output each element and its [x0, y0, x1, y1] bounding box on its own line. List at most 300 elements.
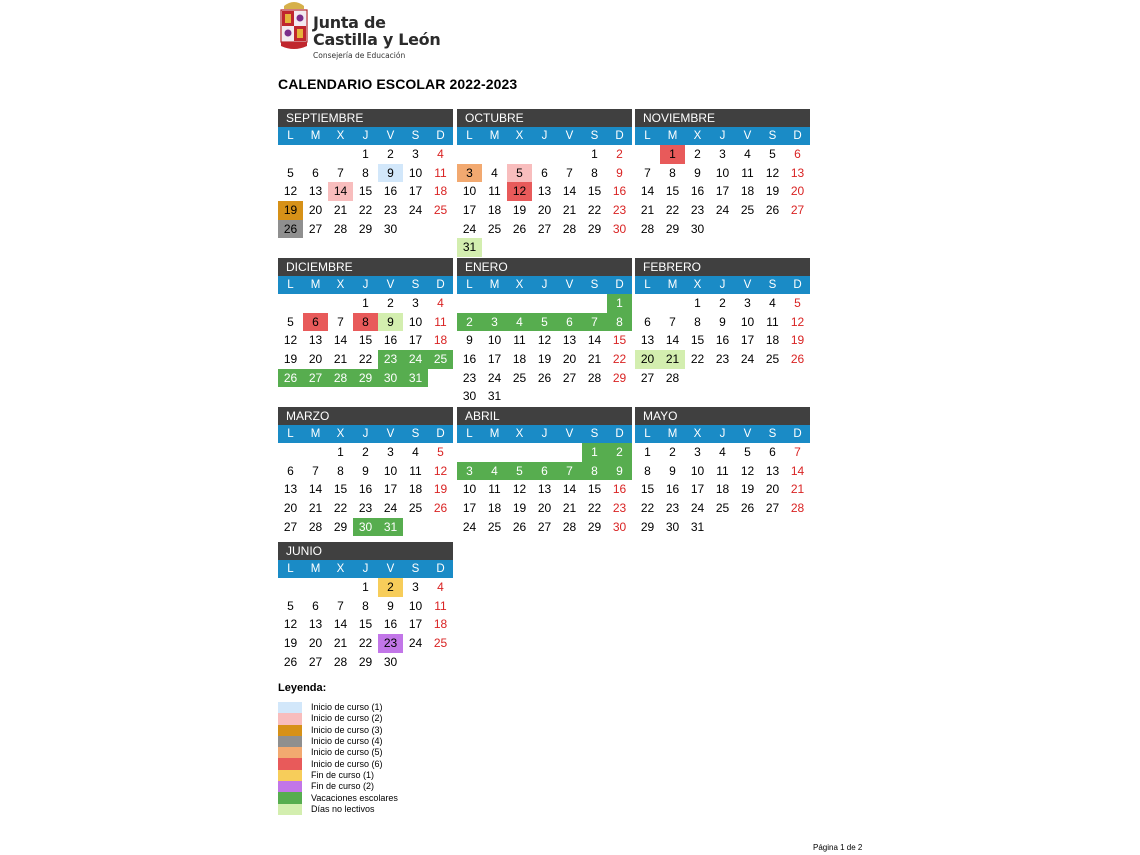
day-cell: 13 [765, 463, 780, 478]
day-cell: 16 [612, 482, 627, 497]
day-cell: 10 [462, 482, 477, 497]
day-cell: 31 [378, 518, 403, 537]
day-cell: 5 [507, 164, 532, 183]
weekday-label: J [362, 130, 369, 142]
month-title: FEBRERO [635, 258, 810, 276]
day-cell: 8 [353, 313, 378, 332]
day-cell: 13 [562, 333, 577, 348]
day-cell: 4 [482, 462, 507, 481]
day-cell: 12 [512, 482, 527, 497]
day-cell: 3 [694, 445, 701, 459]
day-cell: 26 [433, 501, 448, 516]
day-cell: 23 [378, 634, 403, 653]
page-title: CALENDARIO ESCOLAR 2022-2023 [278, 76, 518, 92]
weekday-label: V [386, 279, 395, 291]
day-cell: 13 [537, 482, 552, 497]
day-cell: 3 [482, 313, 507, 332]
day-cell: 19 [765, 184, 780, 199]
weekday-label: S [590, 279, 599, 291]
weekday-label: V [743, 428, 752, 440]
day-cell: 19 [790, 333, 805, 348]
day-cell: 24 [383, 501, 398, 516]
day-cell: 23 [378, 350, 403, 369]
empty-cell [303, 294, 328, 313]
weekday-label: S [590, 428, 599, 440]
day-cell: 27 [640, 370, 655, 385]
day-cell: 20 [635, 350, 660, 369]
weekday-header [457, 127, 632, 145]
day-cell: 2 [719, 296, 726, 310]
day-cell: 16 [358, 482, 373, 497]
day-cell: 18 [740, 184, 755, 199]
day-cell: 31 [457, 238, 482, 257]
weekday-label: V [743, 130, 752, 142]
day-cell: 1 [362, 580, 369, 594]
month-abril [457, 407, 632, 536]
month-title: JUNIO [278, 542, 453, 560]
day-cell: 16 [383, 333, 398, 348]
day-cell: 20 [790, 184, 805, 199]
day-cell: 28 [562, 519, 577, 534]
month-noviembre [635, 109, 810, 238]
day-cell: 19 [512, 501, 527, 516]
day-cell: 9 [669, 463, 676, 478]
empty-cell [278, 294, 303, 313]
day-cell: 5 [794, 296, 801, 310]
day-cell: 11 [513, 333, 526, 348]
day-cell: 17 [408, 617, 423, 632]
day-cell: 24 [403, 350, 428, 369]
weekday-header [635, 276, 810, 294]
day-cell: 23 [462, 370, 477, 385]
day-cell: 1 [337, 445, 344, 459]
day-cell: 9 [607, 462, 632, 481]
day-cell: 31 [403, 369, 428, 388]
page-number: Página 1 de 2 [813, 843, 863, 852]
empty-cell [582, 294, 607, 313]
day-cell: 13 [640, 333, 655, 348]
weekday-label: V [386, 563, 395, 575]
weekday-label: X [693, 428, 702, 440]
day-cell: 29 [612, 370, 627, 385]
legend-swatch [278, 804, 302, 815]
day-cell: 24 [408, 203, 423, 218]
day-cell: 20 [308, 352, 323, 367]
month-title: ABRIL [457, 407, 632, 425]
day-cell: 6 [287, 463, 294, 478]
day-cell: 7 [566, 165, 573, 180]
legend-item [278, 702, 398, 713]
weekday-label: M [489, 428, 500, 440]
day-cell: 7 [337, 314, 344, 329]
day-cell: 12 [790, 314, 805, 329]
day-cell: 15 [358, 333, 373, 348]
empty-cell [507, 145, 532, 164]
weekday-label: S [590, 130, 599, 142]
day-cell: 15 [358, 617, 373, 632]
weekday-label: L [287, 130, 294, 142]
empty-cell [557, 443, 582, 462]
day-cell: 4 [437, 580, 444, 594]
empty-cell [303, 578, 328, 597]
day-cell: 5 [769, 147, 776, 161]
day-cell: 14 [333, 333, 348, 348]
weekday-header [635, 425, 810, 443]
day-cell: 10 [408, 598, 423, 613]
empty-cell [278, 443, 303, 462]
day-cell: 23 [690, 203, 705, 218]
day-cell: 1 [362, 296, 369, 310]
day-cell: 3 [412, 147, 419, 161]
day-cell: 4 [491, 165, 498, 180]
day-cell: 4 [744, 147, 751, 161]
weekday-label: J [719, 428, 726, 440]
day-cell: 6 [541, 165, 548, 180]
day-cell: 20 [562, 352, 577, 367]
legend-item [278, 747, 398, 758]
day-cell: 21 [587, 352, 602, 367]
weekday-label: L [644, 279, 651, 291]
day-cell: 26 [512, 519, 527, 534]
day-cell: 30 [665, 519, 680, 534]
weekday-label: L [287, 428, 294, 440]
day-cell: 20 [308, 636, 323, 651]
legend-item [278, 758, 398, 769]
day-cell: 16 [462, 352, 477, 367]
legend-swatch [278, 781, 302, 792]
day-cell: 6 [557, 313, 582, 332]
org-subtitle: Consejería de Educación [313, 51, 406, 60]
day-cell: 25 [487, 519, 502, 534]
empty-cell [532, 294, 557, 313]
day-cell: 25 [715, 501, 730, 516]
day-cell: 10 [462, 184, 477, 199]
day-grid [457, 294, 632, 406]
weekday-label: L [644, 130, 651, 142]
day-cell: 1 [694, 296, 701, 310]
day-cell: 12 [283, 184, 298, 199]
day-cell: 11 [409, 463, 422, 478]
weekday-label: D [436, 279, 445, 291]
day-cell: 12 [740, 463, 755, 478]
day-cell: 5 [437, 445, 444, 459]
day-cell: 18 [433, 617, 448, 632]
legend-label: Fin de curso (1) [311, 769, 375, 780]
day-cell: 27 [765, 501, 780, 516]
day-cell: 16 [665, 482, 680, 497]
day-cell: 25 [487, 221, 502, 236]
day-cell: 14 [640, 184, 655, 199]
day-cell: 7 [794, 445, 801, 459]
day-cell: 7 [644, 165, 651, 180]
weekday-header [278, 425, 453, 443]
day-cell: 10 [408, 314, 423, 329]
day-cell: 11 [434, 314, 447, 329]
day-cell: 30 [353, 518, 378, 537]
day-cell: 5 [507, 462, 532, 481]
weekday-header [457, 276, 632, 294]
day-cell: 25 [433, 636, 448, 651]
day-cell: 19 [740, 482, 755, 497]
day-cell: 18 [408, 482, 423, 497]
empty-cell [557, 145, 582, 164]
day-cell: 21 [562, 203, 577, 218]
legend-label: Inicio de curso (2) [311, 713, 383, 724]
weekday-label: X [693, 279, 702, 291]
day-cell: 23 [358, 501, 373, 516]
day-cell: 24 [462, 221, 477, 236]
legend-swatch [278, 792, 302, 803]
day-cell: 18 [433, 184, 448, 199]
day-cell: 17 [408, 184, 423, 199]
day-cell: 8 [362, 165, 369, 180]
weekday-label: X [336, 279, 345, 291]
day-cell: 10 [383, 463, 398, 478]
weekday-label: D [436, 130, 445, 142]
empty-cell [532, 443, 557, 462]
weekday-label: L [466, 279, 473, 291]
day-cell: 20 [765, 482, 780, 497]
day-cell: 29 [587, 221, 602, 236]
day-cell: 9 [694, 165, 701, 180]
day-cell: 14 [665, 333, 680, 348]
day-cell: 21 [308, 501, 323, 516]
day-cell: 29 [665, 221, 680, 236]
day-cell: 25 [740, 203, 755, 218]
day-cell: 10 [408, 165, 423, 180]
day-cell: 13 [308, 184, 323, 199]
empty-cell [557, 294, 582, 313]
legend-item [278, 792, 398, 803]
day-cell: 11 [434, 165, 447, 180]
day-grid [278, 145, 453, 238]
day-cell: 8 [582, 462, 607, 481]
day-cell: 17 [715, 184, 730, 199]
day-cell: 17 [462, 203, 477, 218]
day-cell: 2 [694, 147, 701, 161]
day-cell: 26 [537, 370, 552, 385]
day-cell: 22 [665, 203, 680, 218]
day-cell: 12 [283, 617, 298, 632]
day-cell: 29 [587, 519, 602, 534]
day-cell: 9 [378, 313, 403, 332]
day-cell: 12 [537, 333, 552, 348]
org-name-line2: Castilla y León [313, 30, 441, 49]
day-cell: 19 [512, 203, 527, 218]
day-cell: 6 [303, 313, 328, 332]
weekday-label: V [565, 428, 574, 440]
day-grid [635, 294, 810, 387]
legend [278, 702, 398, 815]
day-cell: 11 [488, 184, 501, 199]
month-febrero [635, 258, 810, 387]
day-cell: 19 [283, 636, 298, 651]
logo [278, 0, 458, 64]
weekday-label: L [466, 428, 473, 440]
day-cell: 4 [437, 296, 444, 310]
empty-cell [635, 145, 660, 164]
month-mayo [635, 407, 810, 536]
day-cell: 24 [690, 501, 705, 516]
day-cell: 2 [457, 313, 482, 332]
day-cell: 17 [740, 333, 755, 348]
legend-swatch [278, 736, 302, 747]
day-cell: 26 [278, 220, 303, 239]
empty-cell [278, 578, 303, 597]
day-cell: 10 [690, 463, 705, 478]
legend-item [278, 781, 398, 792]
weekday-label: L [287, 279, 294, 291]
weekday-label: X [515, 279, 524, 291]
day-cell: 7 [312, 463, 319, 478]
day-cell: 5 [532, 313, 557, 332]
day-cell: 30 [383, 654, 398, 669]
weekday-header [278, 560, 453, 578]
day-cell: 26 [278, 369, 303, 388]
legend-item [278, 804, 398, 815]
legend-label: Inicio de curso (6) [311, 758, 383, 769]
weekday-label: D [793, 279, 802, 291]
weekday-label: D [436, 428, 445, 440]
weekday-label: S [411, 428, 420, 440]
day-cell: 21 [660, 350, 685, 369]
weekday-label: D [615, 279, 624, 291]
day-cell: 27 [303, 369, 328, 388]
day-cell: 13 [790, 165, 805, 180]
day-cell: 18 [487, 203, 502, 218]
day-cell: 2 [387, 147, 394, 161]
day-cell: 19 [283, 352, 298, 367]
day-cell: 21 [562, 501, 577, 516]
day-grid [635, 145, 810, 238]
weekday-label: X [336, 130, 345, 142]
day-cell: 14 [562, 482, 577, 497]
weekday-label: J [362, 428, 369, 440]
weekday-label: S [411, 563, 420, 575]
day-cell: 24 [462, 519, 477, 534]
weekday-header [278, 276, 453, 294]
day-cell: 26 [765, 203, 780, 218]
empty-cell [482, 294, 507, 313]
day-cell: 19 [537, 352, 552, 367]
weekday-label: M [310, 563, 321, 575]
day-cell: 3 [387, 445, 394, 459]
day-cell: 18 [433, 333, 448, 348]
day-cell: 4 [437, 147, 444, 161]
weekday-label: M [310, 130, 321, 142]
weekday-label: X [336, 428, 345, 440]
day-cell: 29 [358, 221, 373, 236]
day-cell: 11 [766, 314, 779, 329]
weekday-label: D [615, 130, 624, 142]
day-cell: 15 [358, 184, 373, 199]
weekday-label: S [411, 130, 420, 142]
day-cell: 7 [582, 313, 607, 332]
weekday-label: X [336, 563, 345, 575]
day-cell: 5 [744, 445, 751, 459]
day-grid [278, 443, 453, 536]
day-cell: 16 [715, 333, 730, 348]
day-cell: 20 [537, 501, 552, 516]
weekday-label: M [667, 279, 678, 291]
day-cell: 12 [433, 463, 448, 478]
org-name-line1: Junta de [313, 13, 386, 32]
day-cell: 28 [790, 501, 805, 516]
day-cell: 20 [537, 203, 552, 218]
weekday-label: V [386, 428, 395, 440]
weekday-label: V [386, 130, 395, 142]
weekday-header [278, 127, 453, 145]
day-cell: 15 [333, 482, 348, 497]
day-cell: 1 [644, 445, 651, 459]
day-cell: 28 [328, 369, 353, 388]
month-title: SEPTIEMBRE [278, 109, 453, 127]
day-cell: 25 [408, 501, 423, 516]
day-cell: 30 [612, 221, 627, 236]
day-cell: 23 [665, 501, 680, 516]
day-cell: 11 [741, 165, 754, 180]
weekday-label: M [667, 428, 678, 440]
weekday-label: M [489, 130, 500, 142]
day-cell: 22 [640, 501, 655, 516]
day-cell: 31 [690, 519, 705, 534]
legend-swatch [278, 747, 302, 758]
day-cell: 15 [587, 482, 602, 497]
day-cell: 14 [562, 184, 577, 199]
weekday-label: M [310, 428, 321, 440]
legend-item [278, 770, 398, 781]
empty-cell [328, 578, 353, 597]
day-cell: 21 [640, 203, 655, 218]
day-cell: 27 [283, 519, 298, 534]
coat-of-arms-icon [278, 0, 310, 52]
day-cell: 26 [512, 221, 527, 236]
day-cell: 30 [383, 221, 398, 236]
day-cell: 29 [640, 519, 655, 534]
weekday-header [635, 127, 810, 145]
weekday-label: M [667, 130, 678, 142]
day-cell: 3 [412, 580, 419, 594]
day-cell: 27 [790, 203, 805, 218]
legend-item [278, 736, 398, 747]
month-diciembre [278, 258, 453, 387]
empty-cell [457, 294, 482, 313]
month-septiembre [278, 109, 453, 238]
empty-cell [303, 145, 328, 164]
day-cell: 24 [740, 352, 755, 367]
day-cell: 4 [719, 445, 726, 459]
day-cell: 18 [715, 482, 730, 497]
day-cell: 8 [337, 463, 344, 478]
day-cell: 7 [337, 598, 344, 613]
day-cell: 10 [487, 333, 502, 348]
day-cell: 22 [333, 501, 348, 516]
day-cell: 1 [607, 294, 632, 313]
day-cell: 30 [378, 369, 403, 388]
day-cell: 8 [694, 314, 701, 329]
day-cell: 22 [690, 352, 705, 367]
empty-cell [328, 145, 353, 164]
day-cell: 14 [333, 617, 348, 632]
month-title: MARZO [278, 407, 453, 425]
day-cell: 22 [587, 501, 602, 516]
day-grid [635, 443, 810, 536]
day-cell: 18 [512, 352, 527, 367]
legend-label: Vacaciones escolares [311, 792, 398, 803]
weekday-label: S [768, 130, 777, 142]
day-cell: 29 [358, 654, 373, 669]
day-cell: 5 [287, 165, 294, 180]
